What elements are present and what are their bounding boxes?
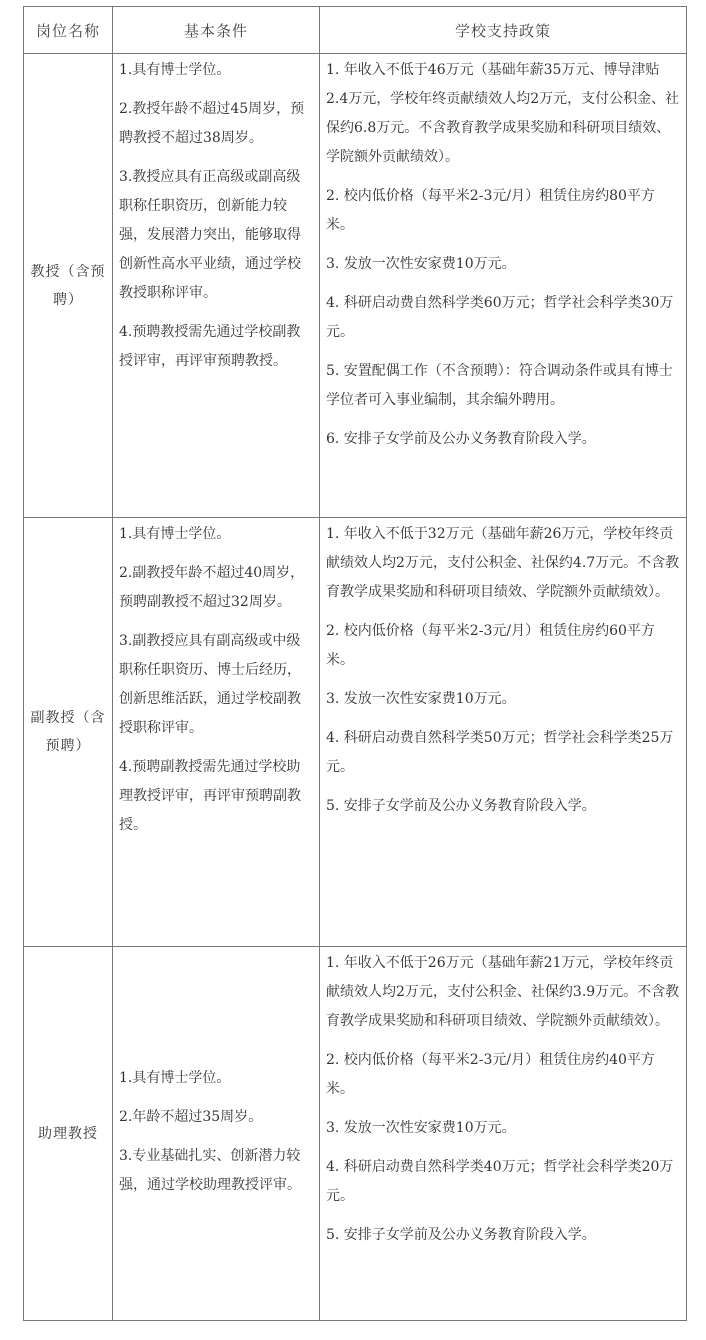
table-row — [24, 947, 687, 1321]
condition-item: 4.预聘教授需先通过学校副教授评审，再评审预聘教授。 — [119, 324, 301, 369]
policy-item: 3. 发放一次性安家费10万元。 — [326, 691, 516, 707]
table-header-row — [24, 7, 687, 54]
table-row — [24, 518, 687, 947]
policy-item: 6. 安排子女学前及公办义务教育阶段入学。 — [326, 431, 596, 447]
policy-item: 2. 校内低价格（每平米2-3元/月）租赁住房约40平方米。 — [326, 1052, 655, 1097]
policy-item: 1. 年收入不低于26万元（基础年薪21万元，学校年终贡献绩效人均2万元，支付公积金、社保约3.9万元。不含教育教学成果奖励和科研项目绩效、学院额外贡献绩效）。 — [326, 955, 680, 1029]
condition-item: 2.副教授年龄不超过40周岁，预聘副教授不超过32周岁。 — [119, 565, 305, 610]
policy-item: 4. 科研启动费自然科学类50万元；哲学社会科学类25万元。 — [326, 730, 674, 775]
policies-cell — [320, 54, 687, 518]
condition-item: 1.具有博士学位。 — [119, 62, 231, 78]
condition-item: 4.预聘副教授需先通过学校助理教授评审，再评审预聘副教授。 — [119, 759, 301, 833]
policy-item: 2. 校内低价格（每平米2-3元/月）租赁住房约80平方米。 — [326, 188, 655, 233]
condition-item: 1.具有博士学位。 — [119, 526, 231, 542]
table-row — [24, 54, 687, 518]
condition-item: 1.具有博士学位。 — [119, 1069, 231, 1086]
position-name: 副教授（含预聘） — [24, 518, 113, 947]
header-conditions: 基本条件 — [113, 7, 320, 54]
position-name: 教授（含预聘） — [24, 54, 113, 518]
conditions-cell — [113, 518, 320, 947]
policy-item: 5. 安排子女学前及公办义务教育阶段入学。 — [326, 798, 596, 814]
conditions-cell — [113, 54, 320, 518]
condition-item: 3.教授应具有正高级或副高级职称任职资历，创新能力较强，发展潜力突出，能够取得创新性高水平业绩，通过学校教授职称评审。 — [119, 169, 301, 301]
policy-item: 3. 发放一次性安家费10万元。 — [326, 1120, 516, 1136]
condition-item: 2.年龄不超过35周岁。 — [119, 1108, 263, 1125]
recruitment-table — [23, 6, 687, 1321]
policy-item: 5. 安排子女学前及公办义务教育阶段入学。 — [326, 1227, 596, 1243]
policy-item: 3. 发放一次性安家费10万元。 — [326, 256, 516, 272]
condition-item: 3.专业基础扎实、创新潜力较强，通过学校助理教授评审。 — [119, 1147, 301, 1193]
policy-item: 4. 科研启动费自然科学类40万元；哲学社会科学类20万元。 — [326, 1159, 674, 1204]
policy-item: 5. 安置配偶工作（不含预聘）：符合调动条件或具有博士学位者可入事业编制，其余编外聘用。 — [326, 363, 673, 408]
policies-cell — [320, 518, 687, 947]
policy-item: 1. 年收入不低于32万元（基础年薪26万元，学校年终贡献绩效人均2万元，支付公积金、社保约4.7万元。不含教育教学成果奖励和科研项目绩效、学院额外贡献绩效）。 — [326, 526, 680, 600]
policy-item: 1. 年收入不低于46万元（基础年薪35万元、博导津贴2.4万元，学校年终贡献绩效人均2万元，支付公积金、社保约6.8万元。不含教育教学成果奖励和科研项目绩效、学院额外贡献绩效）。 — [326, 62, 680, 165]
header-position: 岗位名称 — [24, 7, 113, 54]
policy-item: 2. 校内低价格（每平米2-3元/月）租赁住房约60平方米。 — [326, 623, 655, 668]
condition-item: 3.副教授应具有副高级或中级职称任职资历、博士后经历，创新思维活跃，通过学校副教授职称评审。 — [119, 633, 301, 736]
condition-item: 2.教授年龄不超过45周岁，预聘教授不超过38周岁。 — [119, 101, 305, 146]
header-policies: 学校支持政策 — [320, 7, 687, 54]
position-name: 助理教授 — [24, 947, 113, 1321]
policy-item: 4. 科研启动费自然科学类60万元；哲学社会科学类30万元。 — [326, 295, 674, 340]
policies-cell — [320, 947, 687, 1321]
conditions-cell — [113, 947, 320, 1321]
